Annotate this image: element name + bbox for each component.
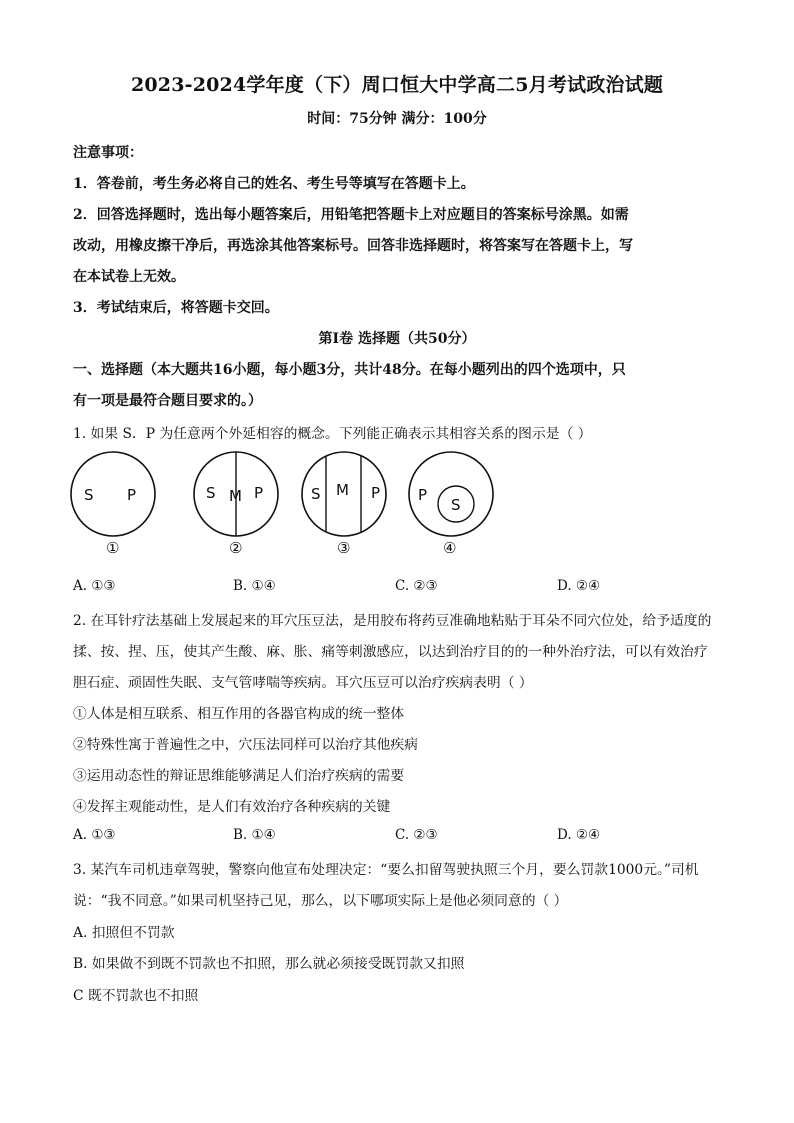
question-3-option-c: C 既不罚款也不扣照: [73, 988, 199, 1004]
section-instruction-cont: 有一项是最符合题目要求的。）: [73, 393, 262, 409]
diagram-4-label-p: P: [418, 486, 428, 504]
diagram-2-label-m: M: [229, 487, 242, 505]
question-2-stem-cont: 揉、按、捏、压，使其产生酸、麻、胀、痛等刺激感应，以达到治疗目的的一种外治疗法，可以有效治疗: [73, 644, 708, 660]
notice-item-2: 2．回答选择题时，选出每小题答案后，用铅笔把答题卡上对应题目的答案标号涂黑。如需: [73, 207, 629, 223]
question-2-stem: 2. 在耳针疗法基础上发展起来的耳穴压豆法，是用胶布将药豆准确地粘贴于耳朵不同穴位处，给予适度的: [73, 613, 712, 629]
question-2-statement-2: ②特殊性寓于普遍性之中，穴压法同样可以治疗其他疾病: [73, 737, 418, 753]
notice-item-3: 3．考试结束后，将答题卡交回。: [73, 300, 279, 316]
question-1-stem: 1. 如果 S．P 为任意两个外延相容的概念。下列能正确表示其相容关系的图示是（ ）: [73, 426, 592, 442]
diagram-3-label-s: S: [311, 485, 321, 503]
question-3-stem: 3. 某汽车司机违章驾驶，警察向他宣布处理决定：“要么扣留驾驶执照三个月，要么罚款1000元。”司机: [73, 862, 699, 878]
question-2-option-a: A. ①③: [73, 827, 116, 843]
diagram-3-label-m: M: [336, 481, 349, 499]
diagram-1-label-p: P: [127, 486, 137, 504]
diagram-2-label-p: P: [254, 484, 264, 502]
notice-item-2-cont: 改动，用橡皮擦干净后，再选涂其他答案标号。回答非选择题时，将答案写在答题卡上，写: [73, 238, 633, 254]
diagram-4-label-s: S: [451, 496, 461, 514]
question-1-option-c: C. ②③: [395, 578, 438, 594]
notice-heading: 注意事项：: [73, 145, 143, 161]
diagram-1-number: ①: [106, 539, 120, 557]
diagram-1-label-s: S: [84, 486, 94, 504]
question-2-statement-3: ③运用动态性的辩证思维能够满足人们治疗疾病的需要: [73, 768, 405, 784]
diagram-3-number: ③: [337, 539, 351, 557]
question-1-option-d: D. ②④: [557, 578, 601, 594]
question-1-option-a: A. ①③: [73, 578, 116, 594]
question-3-stem-cont: 说：“我不同意。”如果司机坚持己见，那么，以下哪项实际上是他必须同意的（ ）: [73, 893, 568, 909]
exam-subtitle: 时间：75分钟 满分：100分: [307, 111, 487, 127]
question-3-option-a: A. 扣照但不罚款: [73, 925, 175, 941]
question-2-statement-4: ④发挥主观能动性，是人们有效治疗各种疾病的关键: [73, 799, 391, 815]
question-2-stem-end: 胆石症、顽固性失眠、支气管哮喘等疾病。耳穴压豆可以治疗疾病表明（ ）: [73, 675, 533, 691]
section-instruction: 一、选择题（本大题共16小题，每小题3分，共计48分。在每小题列出的四个选项中，只: [73, 362, 626, 378]
question-2-option-b: B. ①④: [233, 827, 276, 843]
diagram-4-number: ④: [443, 539, 457, 557]
question-2-option-d: D. ②④: [557, 827, 601, 843]
diagram-2-label-s: S: [206, 484, 216, 502]
question-2-statement-1: ①人体是相互联系、相互作用的各器官构成的统一整体: [73, 706, 405, 722]
question-2-option-c: C. ②③: [395, 827, 438, 843]
question-1-option-b: B. ①④: [233, 578, 276, 594]
section-title: 第Ⅰ卷 选择题（共50分）: [318, 331, 476, 347]
exam-title: 2023-2024学年度（下）周口恒大中学高二5月考试政治试题: [130, 74, 664, 96]
notice-item-1: 1．答卷前，考生务必将自己的姓名、考生号等填写在答题卡上。: [73, 176, 475, 192]
diagram-3-label-p: P: [371, 484, 381, 502]
diagram-2-number: ②: [229, 539, 243, 557]
notice-item-2-end: 在本试卷上无效。: [73, 269, 185, 285]
question-3-option-b: B. 如果做不到既不罚款也不扣照，那么就必须接受既罚款又扣照: [73, 956, 465, 972]
